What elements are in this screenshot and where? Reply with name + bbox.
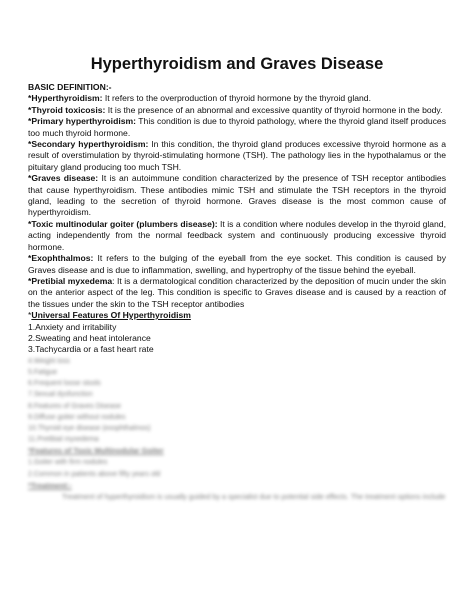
- universal-prefix: *: [28, 310, 32, 321]
- definition-paragraph: [28, 219, 446, 253]
- universal-features-heading: [28, 310, 446, 321]
- definition-paragraph: [28, 276, 446, 310]
- definition-paragraph: [28, 116, 446, 139]
- definition-term: *Thyroid toxicosis:: [28, 104, 106, 115]
- definition-paragraph: [28, 173, 446, 219]
- list-item: 9.Diffuse goiter without nodules: [28, 413, 126, 421]
- blurred-sub-list: [28, 457, 446, 479]
- universal-features-list: [28, 322, 446, 356]
- definition-text: It is a condition where nodules develop in the thyroid gland, acting independently from the normal feedback system and continuously producing excessive thyroid hormone.: [28, 218, 446, 252]
- list-item: 8.Features of Graves Disease: [28, 402, 121, 410]
- blurred-list: [28, 356, 446, 446]
- definition-paragraph: [28, 139, 446, 173]
- definition-term: *Graves disease:: [28, 173, 99, 184]
- document-page: [28, 54, 446, 502]
- blurred-treatment-text: Treatment of hyperthyroidism is usually guided by a specialist due to potential side effects. The treatment options include: [62, 491, 446, 501]
- list-item: 4.Weight loss: [28, 357, 70, 365]
- blurred-preview-section: [28, 356, 446, 503]
- definition-term: *Exophthalmos:: [28, 253, 94, 264]
- universal-heading-text: Universal Features Of Hyperthyroidism: [31, 310, 191, 321]
- list-item: 2.Common in patients above fifty years old: [28, 470, 161, 478]
- definitions-list: [28, 93, 446, 310]
- list-item: 5.Fatigue: [28, 368, 58, 376]
- list-item: 1.Goiter with firm nodules: [28, 459, 108, 467]
- definition-text: It is an autoimmune condition characterized by the presence of TSH receptor antibodies that cause hyperthyroidism. These antibodies mimic TSH and stimulate the TSH receptors in the thyroid gland, leading to the secretion of thyroid hormone. Graves disease is the most common cause of hyperthyroidism.: [28, 173, 447, 218]
- list-item: 1.Anxiety and irritability: [28, 321, 117, 332]
- definition-term: *Hyperthyroidism:: [28, 93, 103, 104]
- basic-definition-heading: BASIC DEFINITION:-: [28, 82, 112, 92]
- definition-paragraph: [28, 253, 446, 276]
- definition-text: : It is a dermatological condition characterized by the deposition of mucin under the skin on the anterior aspect of the leg. This condition is specific to Graves disease and is caused by a reaction of the tissues under the skin to the TSH receptor antibodies: [28, 275, 446, 309]
- document-title: Hyperthyroidism and Graves Disease: [90, 55, 384, 73]
- definition-text: It is the presence of an abnormal and excessive quantity of thyroid hormone in the body.: [105, 104, 443, 115]
- definition-text: It refers to the bulging of the eyeball from the eye socket. This condition is caused by Graves disease and is due to inflammation, swelling, and hypertrophy of the tissue behind the eyeball.: [28, 253, 446, 275]
- definition-text: In this condition, the thyroid gland produces excessive thyroid hormone as a result of overstimulation by thyroid-stimulating hormone (TSH). The pathology lies in the hypothalamus or the pituitary gland producing too much TSH.: [28, 139, 446, 172]
- list-item: 3.Tachycardia or a fast heart rate: [28, 344, 154, 355]
- list-item: 7.Sexual dysfunction: [28, 391, 93, 399]
- definition-term: *Primary hyperthyroidism:: [28, 116, 136, 127]
- list-item: 10.Thyroid eye disease (exophthalmos): [28, 424, 151, 432]
- definition-paragraph: [28, 105, 446, 116]
- list-item: 11.Pretibial myxedema: [28, 436, 99, 444]
- list-item: 6.Frequent loose stools: [28, 380, 101, 388]
- definition-term: *Secondary hyperthyroidism:: [28, 139, 149, 150]
- definition-term: *Toxic multinodular goiter (plumbers disease):: [28, 218, 218, 229]
- definition-paragraph: [28, 93, 446, 104]
- blurred-treatment-heading: *Treatment:-: [28, 480, 72, 490]
- definition-text: It refers to the overproduction of thyroid hormone by the thyroid gland.: [102, 93, 371, 104]
- definition-text: This condition is due to thyroid pathology, where the thyroid gland itself produces too much thyroid hormone.: [28, 116, 446, 138]
- definition-term: *Pretibial myxedema: [28, 275, 113, 286]
- list-item: 2.Sweating and heat intolerance: [28, 332, 151, 343]
- blurred-subheading: *Features of Toxic Multinodular Goiter: [28, 446, 164, 456]
